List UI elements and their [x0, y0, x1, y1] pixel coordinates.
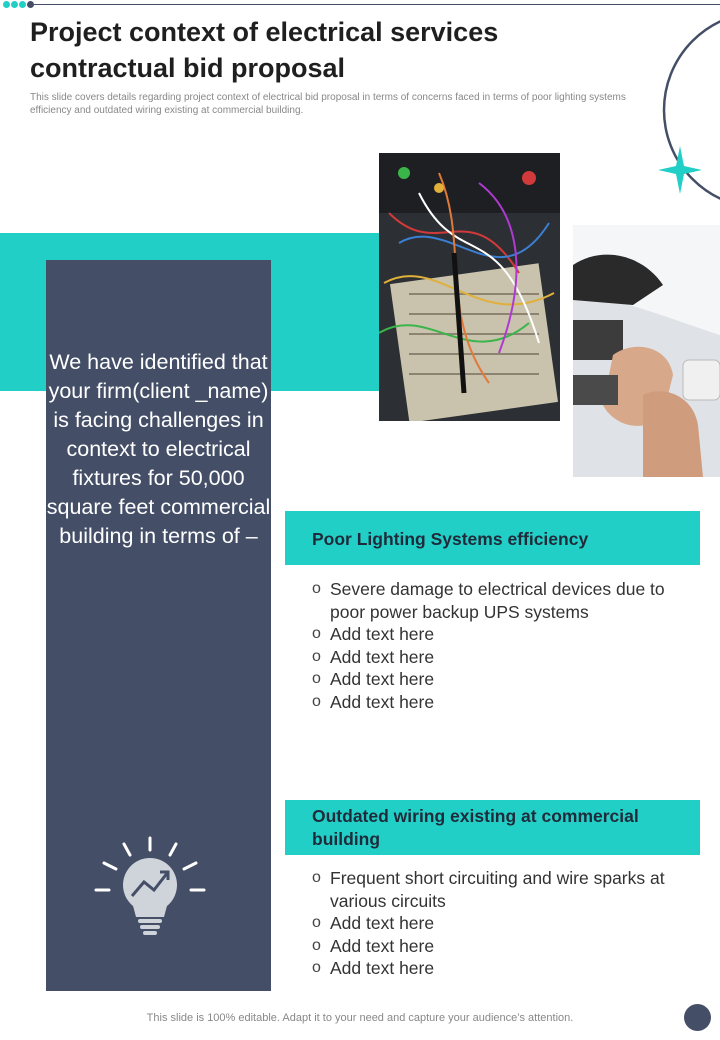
section-heading-lighting: Poor Lighting Systems efficiency — [285, 511, 700, 565]
context-statement: We have identified that your firm(client _name) is facing challenges in context to electrical fixtures for 50,000 square feet commercial building in terms of – — [46, 350, 271, 548]
list-item: o Add text here — [312, 935, 672, 958]
list-item: o Severe damage to electrical devices due to poor power backup UPS systems — [312, 578, 672, 623]
sparkle-star-icon — [658, 146, 702, 194]
list-item: o Add text here — [312, 912, 672, 935]
list-item: o Add text here — [312, 957, 672, 980]
list-item: o Add text here — [312, 623, 672, 646]
list-item: o Frequent short circuiting and wire sparks at various circuits — [312, 867, 672, 912]
list-item: o Add text here — [312, 668, 672, 691]
list-item: o Add text here — [312, 646, 672, 669]
list-item: o Add text here — [312, 691, 672, 714]
electrician-photo — [573, 225, 720, 477]
circuit-board-photo — [379, 153, 560, 421]
corner-arc-decoration — [0, 0, 720, 220]
section-heading-wiring: Outdated wiring existing at commercial building — [285, 800, 700, 855]
wiring-bullet-list — [312, 867, 672, 980]
lightbulb-growth-icon — [46, 572, 271, 952]
page-title: Project context of electrical services contractual bid proposal — [30, 17, 499, 83]
page-subtitle: This slide covers details regarding project context of electrical bid proposal in terms of concerns faced in terms of poor lighting systems efficiency and outdated wiring existing at commercial building. — [30, 92, 626, 116]
footer-note: This slide is 100% editable. Adapt it to your need and capture your audience’s attention. — [146, 1012, 574, 1024]
lighting-bullet-list — [312, 578, 672, 714]
page-marker-circle — [684, 1004, 711, 1031]
